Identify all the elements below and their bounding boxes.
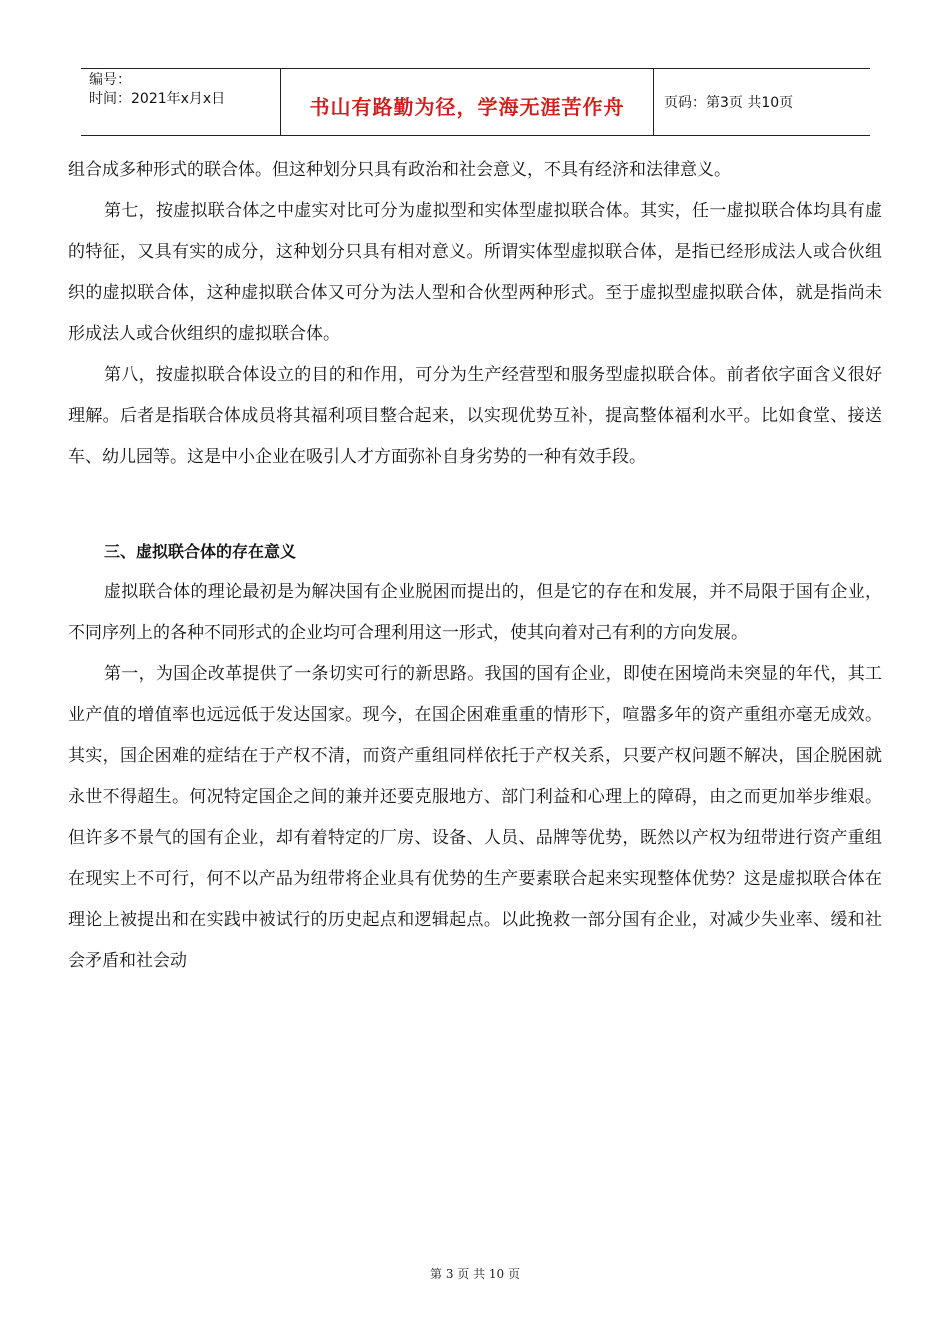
paragraph: 第一，为国企改革提供了一条切实可行的新思路。我国的国有企业，即使在困境尚未突显的年代，其工业产值的增值率也远远低于发达国家。现今，在国企困难重重的情形下，喧嚣多年的资产重组亦毫无成效。其实，国企困难的症结在于产权不清，而资产重组同样依托于产权关系，只要产权问题不解决，国企脱困就永世不得超生。何况特定国企之间的兼并还要克服地方、部门利益和心理上的障碍，由之而更加举步维艰。但许多不景气的国有企业，却有着特定的厂房、设备、人员、品牌等优势，既然以产权为纽带进行资产重组在现实上不可行，何不以产品为纽带将企业具有优势的生产要素联合起来实现整体优势？这是虚拟联合体在理论上被提出和在实践中被试行的历史起点和逻辑起点。以此挽救一部分国有企业，对减少失业率、缓和社会矛盾和社会动	[68, 664, 882, 971]
time-label: 时间：2021年x月x日	[89, 91, 226, 107]
header-motto: 书山有路勤为径，学海无涯苦作舟	[281, 69, 654, 135]
spacer	[68, 478, 882, 519]
paragraph: 虚拟联合体的理论最初是为解决国有企业脱困而提出的，但是它的存在和发展，并不局限于国有企业，不同序列上的各种不同形式的企业均可合理利用这一形式，使其向着对己有利的方向发展。	[68, 582, 882, 643]
number-label: 编号：	[89, 72, 131, 88]
paragraph: 第七，按虚拟联合体之中虚实对比可分为虚拟型和实体型虚拟联合体。其实，任一虚拟联合体均具有虚的特征，又具有实的成分，这种划分只具有相对意义。所谓实体型虚拟联合体，是指已经形成法人或合伙组织的虚拟联合体，这种虚拟联合体又可分为法人型和合伙型两种形式。至于虚拟型虚拟联合体，就是指尚未形成法人或合伙组织的虚拟联合体。	[68, 201, 882, 344]
paragraph: 第八，按虚拟联合体设立的目的和作用，可分为生产经营型和服务型虚拟联合体。前者依字面含义很好理解。后者是指联合体成员将其福利项目整合起来，以实现优势互补，提高整体福利水平。比如食堂、接送车、幼儿园等。这是中小企业在吸引人才方面弥补自身劣势的一种有效手段。	[68, 365, 882, 467]
header-meta	[81, 69, 281, 135]
page-footer: 第 3 页 共 10 页	[430, 1267, 520, 1281]
header-page-info: 页码：第3页 共10页	[664, 95, 794, 111]
page-header	[81, 68, 870, 136]
document-body	[68, 150, 882, 982]
paragraph: 组合成多种形式的联合体。但这种划分只具有政治和社会意义，不具有经济和法律意义。	[68, 160, 731, 180]
section-title: 三、虚拟联合体的存在意义	[104, 542, 297, 561]
